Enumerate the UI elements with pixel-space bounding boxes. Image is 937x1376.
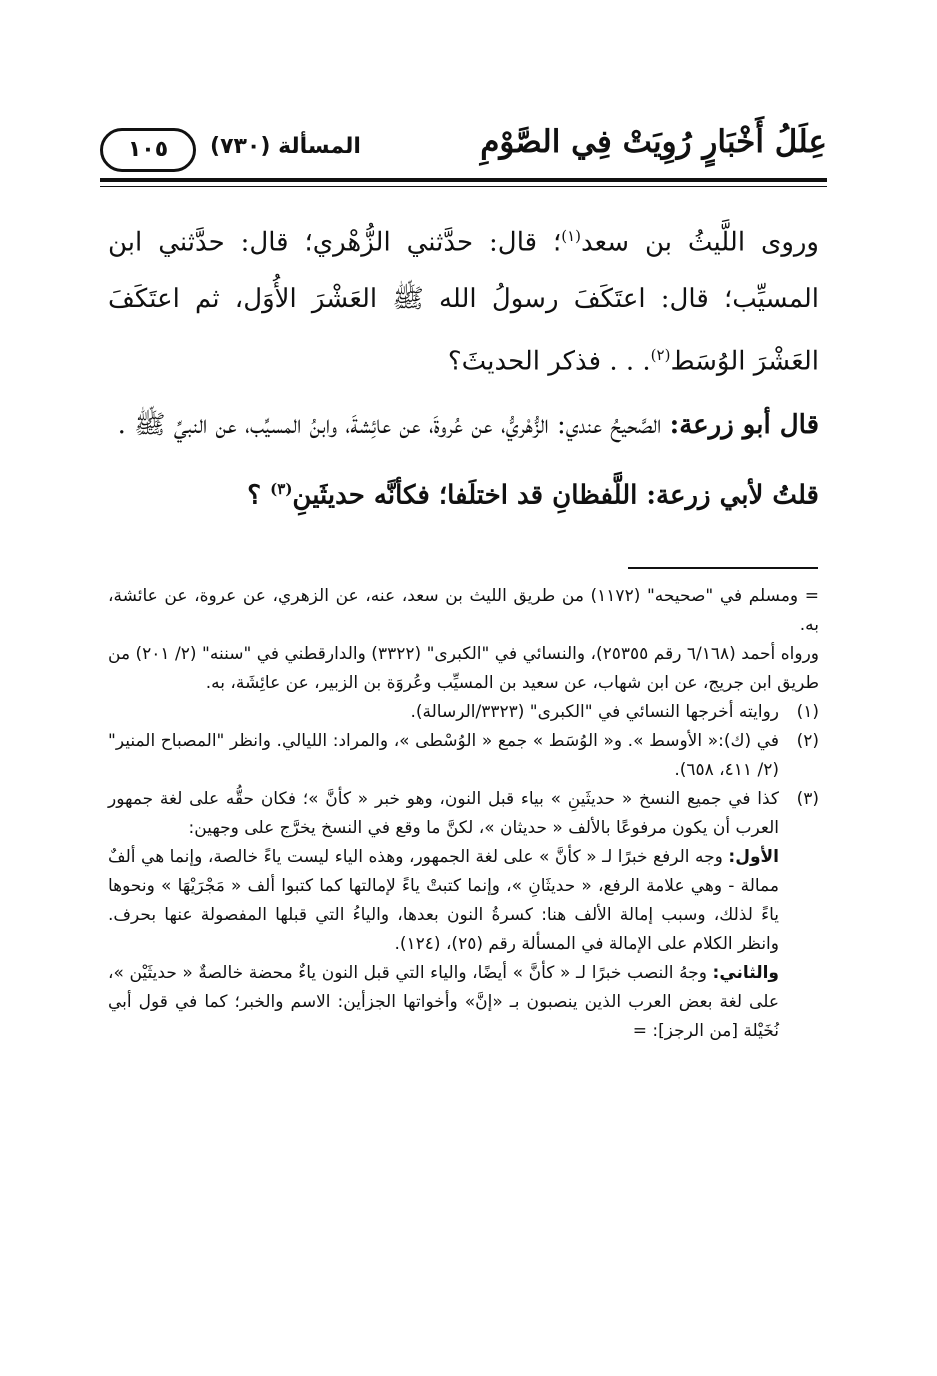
first-lead: الأول: bbox=[728, 847, 779, 867]
footnote-3-first bbox=[108, 843, 819, 959]
second-lead: والثاني: bbox=[712, 963, 779, 983]
paragraph-2 bbox=[108, 397, 819, 453]
header-rule-thin bbox=[100, 186, 827, 187]
p3-end: ؟ bbox=[247, 480, 271, 511]
main-text bbox=[108, 208, 819, 532]
p1-text-a: وروى اللَّيثُ بن سعد bbox=[581, 227, 819, 258]
page-number-badge: ١٠٥ bbox=[100, 128, 196, 172]
footnote-ref-2: (٢) bbox=[650, 345, 671, 364]
p2-text: الصَّحيحُ عندي: الزُّهْريُّ، عن عُروةَ، عن عائِشةَ، وابنُ المسيِّب، عن النبيِّ ﷺ . bbox=[117, 410, 670, 441]
footnotes bbox=[108, 582, 819, 1046]
first-text: وجه الرفع خبرًا لـ « كأنَّ » على لغة الجمهور، وهذه الياء ليست ياءً خالصة، وإنما هي ألفٌ ممالة - وهي علامة الرفع، « حديثَانِ »، وإنما كتبتْ ياءً لإمالتها كما كتبوا ألف « مَجْرَيْهَا » ونحوها ياءً لذلك، وسبب إمالة الألف هنا: كسرةُ النون بعدها، والياءُ التي قبلها المفصولة عنها بحرف. وانظر الكلام على الإمالة في المسألة رقم (٢٥)، (١٢٤). bbox=[108, 847, 779, 954]
p3-text: قلتُ لأبي زرعة: اللَّفظانِ قد اختلَفا؛ فكأنَّه حديثَينِ bbox=[292, 480, 819, 511]
note-continuation-2: ورواه أحمد (٦/١٦٨ رقم ٢٥٣٥٥)، والنسائي في "الكبرى" (٣٣٢٢) والدارقطني في "سننه" (٢/ ٢٠١) من طريق ابن جريج، عن ابن شهاب، عن سعيد بن المسيِّب وعُروَة بن الزبير، عن عائِشَة، به. bbox=[108, 644, 819, 693]
footnote-1-number: (١) bbox=[796, 702, 819, 722]
question-number: المسألة (٧٣٠) bbox=[210, 134, 361, 159]
footnote-separator bbox=[628, 567, 818, 569]
footnote-3 bbox=[108, 785, 819, 843]
footnote-3-number: (٣) bbox=[796, 789, 819, 809]
running-title: عِلَلُ أَخْبَارٍ رُوِيَتْ فِي الصَّوْمِ bbox=[480, 124, 827, 160]
footnote-ref-1: (١) bbox=[561, 227, 582, 245]
paragraph-1 bbox=[108, 208, 819, 389]
p1-text-b: ؛ قال: حدَّثني الزُّهْري؛ قال: حدَّثني ابن المسيِّب؛ قال: اعتَكَفَ رسولُ الله ﷺ العَشْرَ الأُوَل، ثم اعتَكَفَ العَشْرَ الوُسَط bbox=[108, 227, 819, 377]
header-rule-thick bbox=[100, 178, 827, 182]
footnote-2-number: (٢) bbox=[796, 731, 819, 751]
footnote-3-second bbox=[108, 959, 819, 1046]
footnote-ref-3: (٣) bbox=[270, 480, 293, 499]
footnote-2-text: في (ك):« الأوسط ». و« الوُسَط » جمع « الوُسْطى »، والمراد: الليالي. وانظر "المصباح المنير" (٢/ ٤١١، ٦٥٨). bbox=[108, 731, 779, 780]
footnote-1-text: روايته أخرجها النسائي في "الكبرى" (٣٣٢٣/الرسالة). bbox=[410, 702, 779, 722]
note-continuation-1: = ومسلم في "صحيحه" (١١٧٢) من طريق الليث بن سعد، عنه، عن الزهري، عن عروة، عن عائشة، به. bbox=[108, 586, 819, 635]
footnote-3-text: كذا في جميع النسخ « حديثَينِ » بياء قبل النون، وهو خبر « كأنَّ »؛ فكان حقُّه على لغة جمهور العرب أن يكون مرفوعًا بالألف « حديثان »، لكنَّ ما وقع في النسخ يخرَّج على وجهين: bbox=[108, 789, 779, 838]
footnote-2 bbox=[108, 727, 819, 785]
p1-text-c: . . . فذكر الحديثَ؟ bbox=[447, 346, 651, 377]
continuation-mark: = bbox=[632, 1021, 647, 1041]
second-text: وجهُ النصب خبرًا لـ « كأنَّ » أيضًا، والياء التي قبل النون ياءٌ محضة خالصةٌ « حديثَيْن »، على لغة بعض العرب الذين ينصبون بـ «إنَّ» وأخواتها الجزأين: الاسم والخبر؛ كما في قول أبي نُخَيْلة [من الرجز]: bbox=[108, 963, 779, 1041]
p2-lead: قال أبو زرعة: bbox=[669, 410, 819, 441]
page-header bbox=[100, 118, 827, 180]
footnote-1 bbox=[108, 698, 819, 727]
paragraph-3 bbox=[108, 461, 819, 524]
